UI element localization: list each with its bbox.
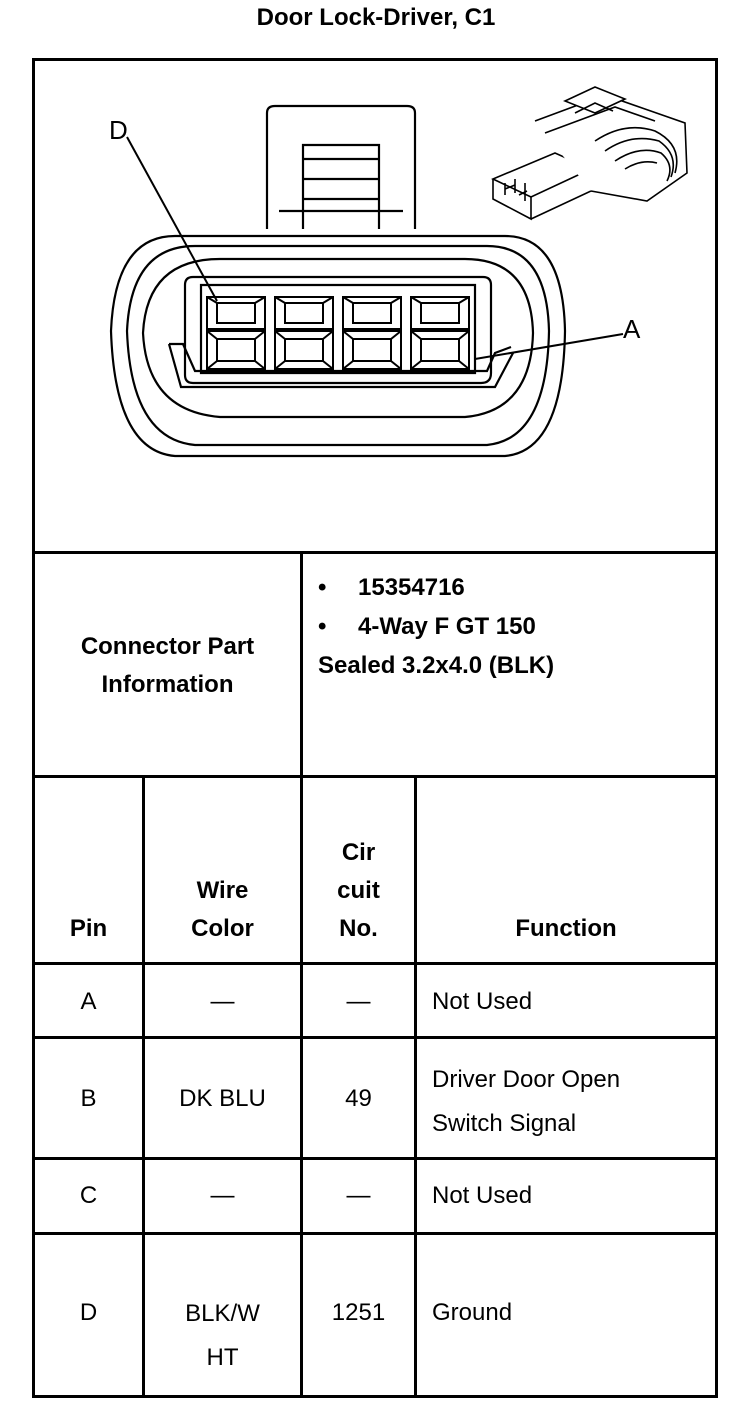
row-c-pin: C bbox=[79, 1182, 98, 1209]
row-d-wire-line1: BLK/W bbox=[185, 1300, 260, 1327]
header-wire-line2: Color bbox=[191, 915, 254, 942]
connector-thumbnail bbox=[493, 87, 687, 219]
row-c-function: Not Used bbox=[432, 1182, 533, 1209]
divider-header bbox=[32, 962, 718, 965]
bullet-icon: • bbox=[318, 574, 327, 601]
divider-col-3 bbox=[300, 551, 303, 1398]
connector-info-label bbox=[35, 628, 300, 704]
row-b-function-line1: Driver Door Open bbox=[432, 1066, 621, 1093]
header-wire-line1: Wire bbox=[196, 877, 249, 904]
connector-info-values bbox=[318, 568, 554, 685]
part-number-item bbox=[318, 568, 554, 607]
row-a-wire: — bbox=[210, 988, 235, 1015]
row-b-wire: DK BLU bbox=[179, 1085, 266, 1112]
header-circuit-line2: cuit bbox=[337, 877, 380, 904]
connector-description-cont: Sealed 3.2x4.0 (BLK) bbox=[318, 652, 555, 679]
row-b-function-line2: Switch Signal bbox=[432, 1110, 577, 1137]
row-d-wire bbox=[145, 1292, 300, 1380]
frame-right-border bbox=[715, 58, 718, 1398]
divider-diagram bbox=[32, 551, 718, 554]
connector-info-label-line2: Information bbox=[101, 671, 234, 698]
row-b-pin: B bbox=[80, 1085, 97, 1112]
terminal-d bbox=[207, 297, 265, 369]
terminal-c bbox=[275, 297, 333, 369]
row-b-circuit: 49 bbox=[345, 1085, 372, 1112]
connector-face-diagram bbox=[35, 61, 715, 551]
header-pin: Pin bbox=[69, 915, 108, 942]
terminal-b bbox=[343, 297, 401, 369]
connector-info-label-line1: Connector Part bbox=[80, 633, 255, 660]
header-circuit-line1: Cir bbox=[341, 839, 376, 866]
header-function: Function bbox=[515, 915, 617, 942]
part-number: 15354716 bbox=[358, 574, 465, 601]
row-d-wire-line2: HT bbox=[206, 1344, 239, 1371]
row-a-circuit: — bbox=[346, 988, 371, 1015]
row-c-wire: — bbox=[210, 1182, 235, 1209]
page-title: Door Lock-Driver, C1 bbox=[256, 4, 496, 31]
callout-label-d: D bbox=[109, 115, 128, 145]
row-a-function: Not Used bbox=[432, 988, 533, 1015]
divider-info bbox=[32, 775, 718, 778]
row-d-pin: D bbox=[79, 1299, 98, 1326]
header-circuit-no bbox=[303, 834, 414, 948]
header-circuit-line3: No. bbox=[339, 915, 378, 942]
row-d-function: Ground bbox=[432, 1299, 513, 1326]
divider-row-b bbox=[32, 1157, 718, 1160]
connector-description: 4-Way F GT 150 bbox=[358, 613, 536, 640]
description-item bbox=[318, 607, 554, 646]
callout-label-a: A bbox=[623, 314, 641, 344]
row-c-circuit: — bbox=[346, 1182, 371, 1209]
terminal-a bbox=[411, 297, 469, 369]
divider-col-4 bbox=[414, 775, 417, 1398]
divider-row-c bbox=[32, 1232, 718, 1235]
terminal-cavities bbox=[207, 297, 469, 369]
divider-row-a bbox=[32, 1036, 718, 1039]
bullet-icon: • bbox=[318, 613, 327, 640]
row-b-function bbox=[432, 1058, 712, 1146]
row-d-circuit: 1251 bbox=[331, 1299, 386, 1326]
header-wire-color bbox=[145, 872, 300, 948]
row-a-pin: A bbox=[80, 988, 97, 1015]
